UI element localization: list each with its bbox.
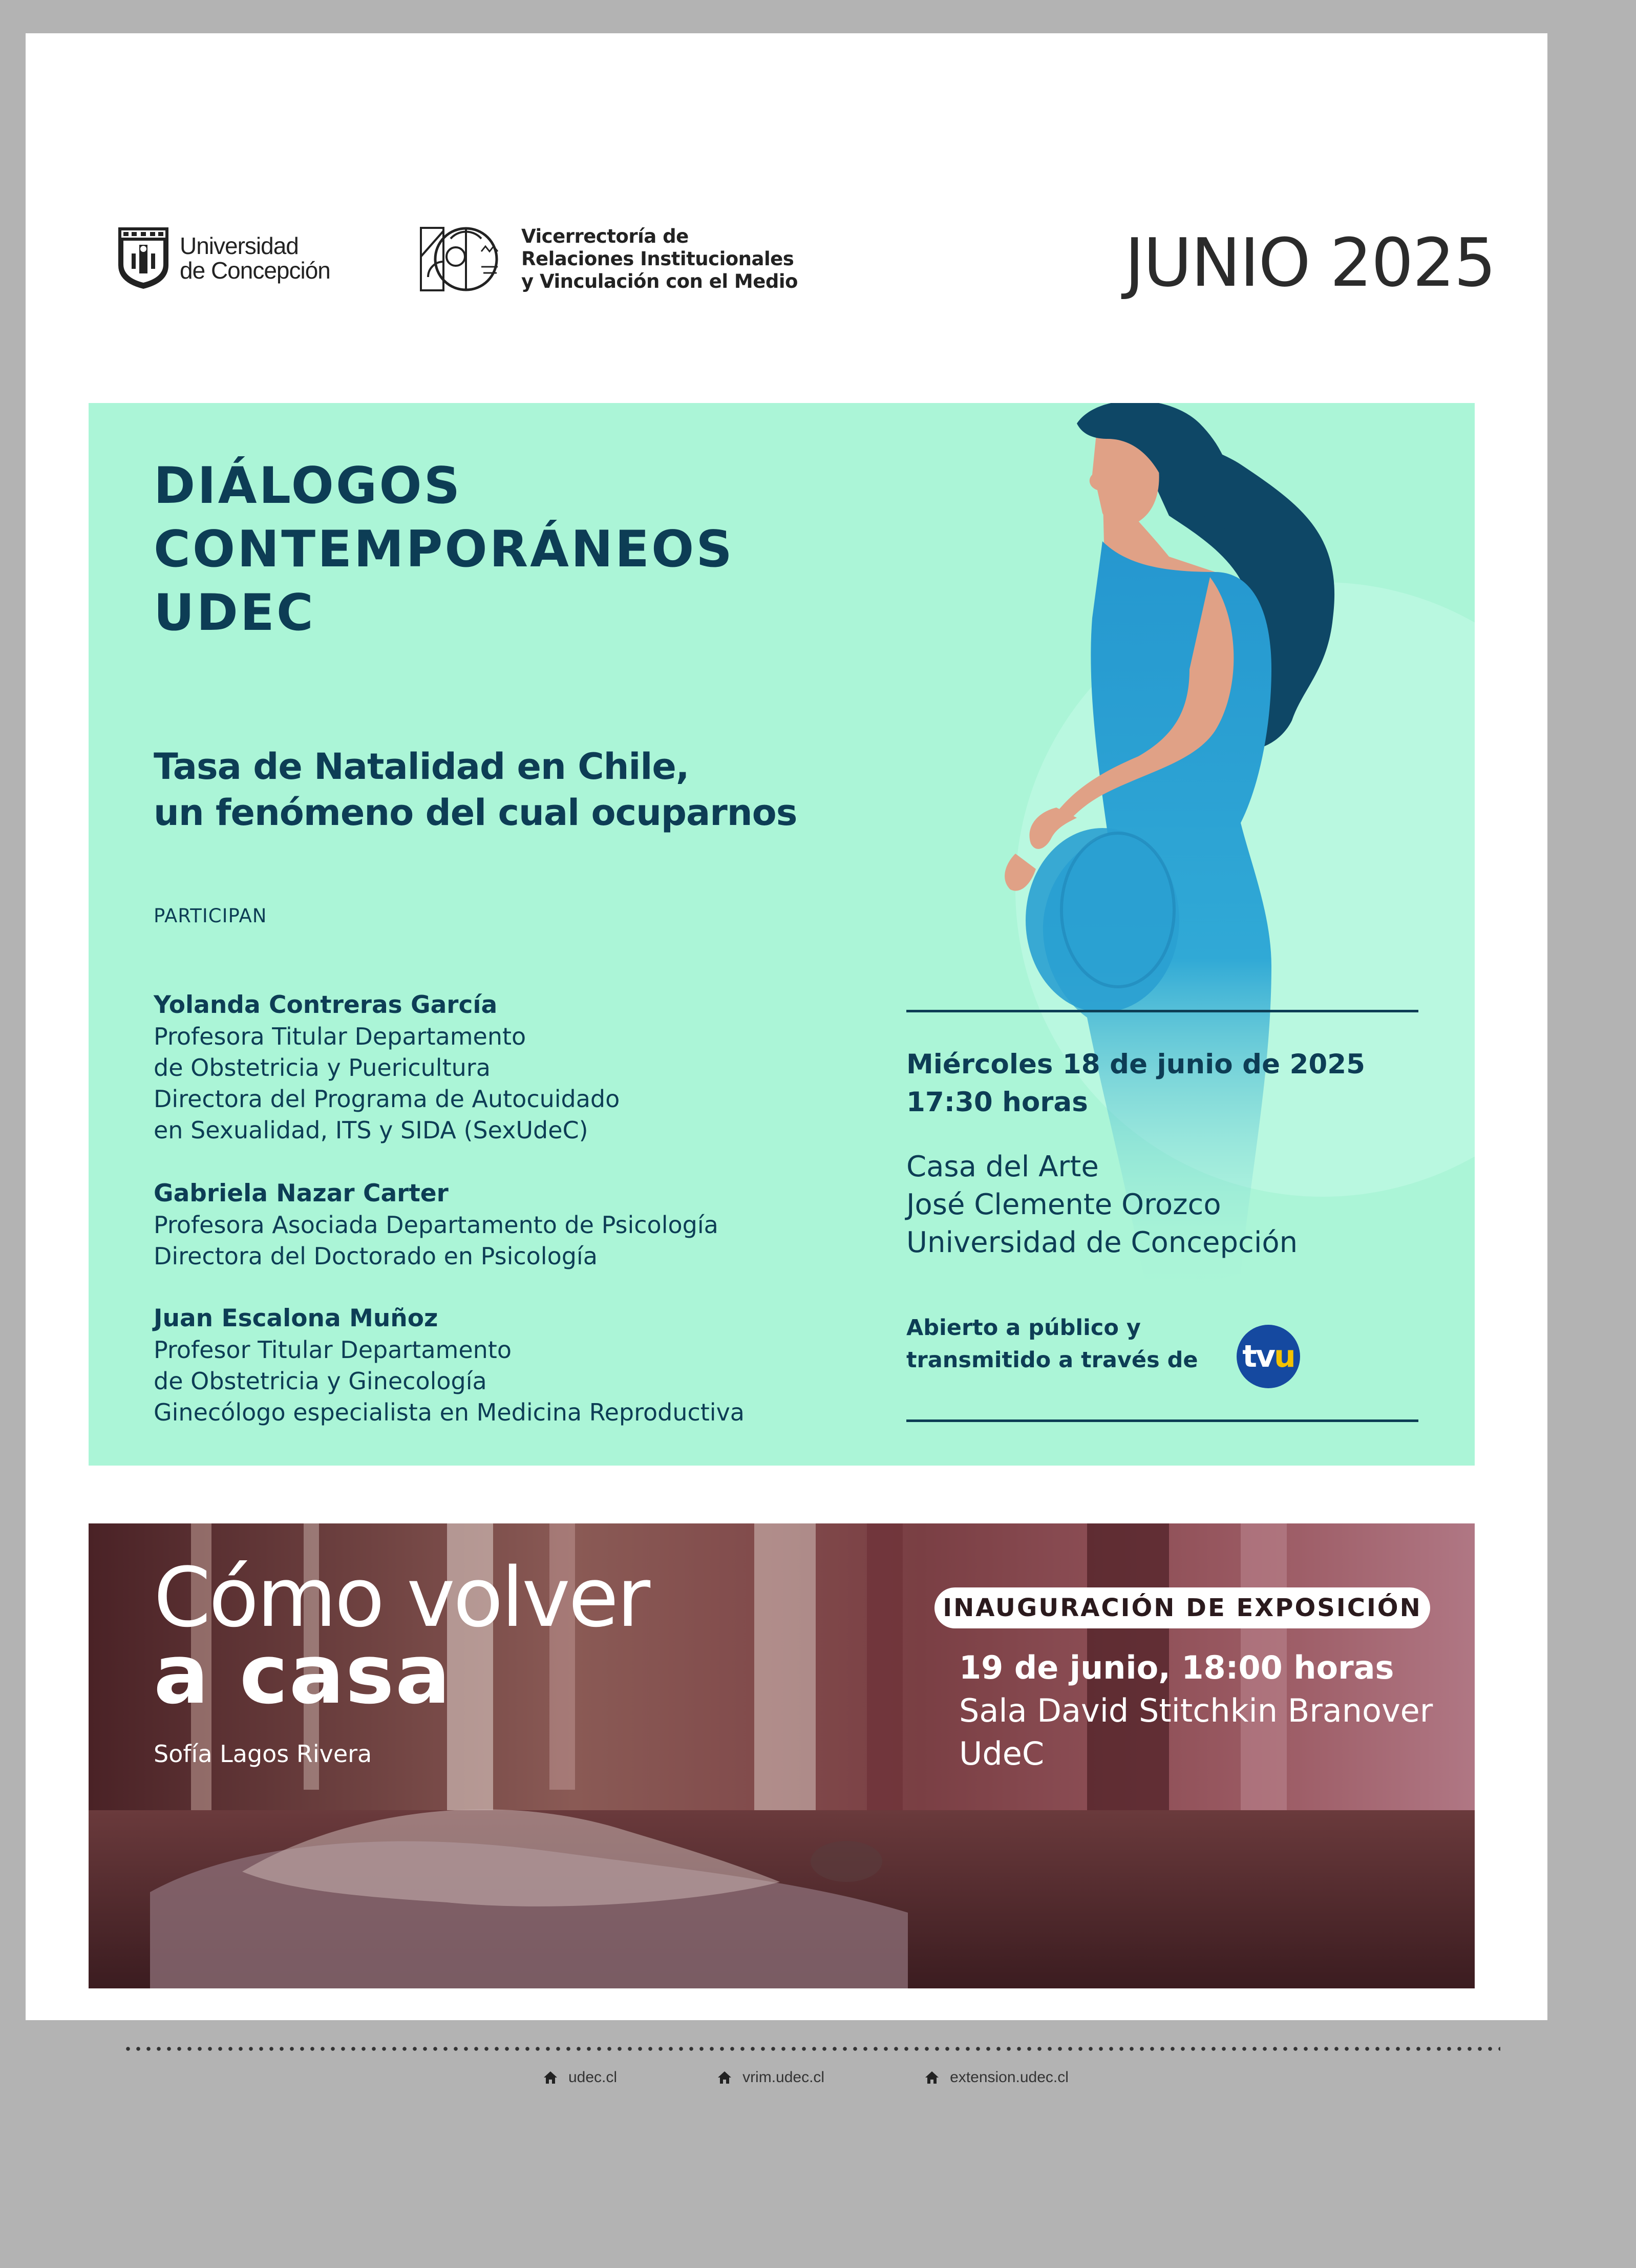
event2-artist: Sofía Lagos Rivera [154,1740,372,1768]
event1-date: Miércoles 18 de junio de 2025 [906,1049,1365,1080]
footer-link-udec[interactable] [543,2069,617,2086]
event2-title-line2: a casa [154,1626,452,1722]
participant-role: Ginecólogo especialista en Medicina Reproductiva [154,1398,745,1426]
event2-venue-line1: Sala David Stitchkin Branover [959,1692,1433,1729]
event2-date: 19 de junio, 18:00 horas [959,1649,1394,1686]
participants-label: PARTICIPAN [154,905,267,927]
participant-name: Yolanda Contreras García [154,991,498,1019]
event1-venue-line1: Casa del Arte [906,1150,1099,1183]
vrim-mark-icon [420,226,507,292]
footer-link-extension[interactable] [924,2069,1069,2086]
participant-role: Directora del Doctorado en Psicología [154,1242,598,1270]
event1-venue-line3: Universidad de Concepción [906,1226,1298,1259]
footer-link-label: vrim.udec.cl [742,2069,825,2086]
event1-open-line2: transmitido a través de [906,1347,1198,1373]
participant-1 [154,989,620,1146]
pregnant-woman-illustration-icon [882,403,1475,1466]
event1-subtitle-line2: un fenómeno del cual ocuparnos [154,792,797,834]
event1-subtitle-line1: Tasa de Natalidad en Chile, [154,746,689,788]
footer-link-label: extension.udec.cl [950,2069,1069,2086]
event1-open-line1: Abierto a público y [906,1315,1141,1341]
event2-badge: INAUGURACIÓN DE EXPOSICIÓN [934,1587,1430,1628]
udec-name-line1: Universidad [180,232,299,259]
footer-links [543,2069,1168,2086]
home-icon [924,2070,940,2085]
vrim-logo [420,225,798,293]
divider-bottom [906,1419,1418,1422]
participant-role: Profesora Titular Departamento [154,1023,526,1050]
dotted-divider [123,2046,1500,2051]
event1-title-line3: UDEC [154,584,315,642]
exposicion-banner [89,1523,1475,1988]
tvu-logo [1237,1325,1300,1388]
footer-link-label: udec.cl [568,2069,618,2086]
home-icon [717,2070,732,2085]
event1-datetime [906,1046,1365,1121]
event1-title [154,454,734,645]
vrim-name [521,225,798,293]
event2-title [154,1550,649,1722]
event2-title-line1: Cómo volver [154,1550,649,1645]
event1-title-line2: CONTEMPORÁNEOS [154,520,734,579]
participant-role: de Obstetricia y Puericultura [154,1054,491,1082]
month-heading: JUNIO 2025 [1124,224,1495,302]
vrim-line3: y Vinculación con el Medio [521,270,798,292]
udec-name [180,234,330,283]
footer-link-vrim[interactable] [717,2069,824,2086]
udec-logo [116,225,330,291]
tvu-logo-u: u [1274,1339,1294,1374]
participant-2 [154,1178,718,1272]
dialogos-banner [89,403,1475,1466]
udec-shield-icon [116,225,171,291]
udec-name-line2: de Concepción [180,257,330,284]
participant-3 [154,1303,745,1428]
event1-broadcast-note [906,1312,1198,1376]
participant-role: Directora del Programa de Autocuidado [154,1085,620,1113]
vrim-line2: Relaciones Institucionales [521,248,794,270]
participant-role: Profesora Asociada Departamento de Psicología [154,1211,718,1239]
event1-venue-line2: José Clemente Orozco [906,1188,1221,1221]
divider-top [906,1010,1418,1012]
participant-role: Profesor Titular Departamento [154,1336,512,1364]
tvu-logo-tv: tv [1242,1339,1274,1374]
participant-role: de Obstetricia y Ginecología [154,1367,487,1395]
event1-title-line1: DIÁLOGOS [154,457,462,515]
event2-venue-line2: UdeC [959,1735,1045,1772]
event1-venue [906,1148,1298,1262]
event1-subtitle [154,744,797,836]
event1-time: 17:30 horas [906,1087,1088,1118]
event2-info [959,1646,1433,1775]
participant-role: en Sexualidad, ITS y SIDA (SexUdeC) [154,1116,588,1144]
participant-name: Juan Escalona Muñoz [154,1304,438,1332]
home-icon [543,2070,558,2085]
vrim-line1: Vicerrectoría de [521,225,689,247]
participant-name: Gabriela Nazar Carter [154,1179,449,1207]
